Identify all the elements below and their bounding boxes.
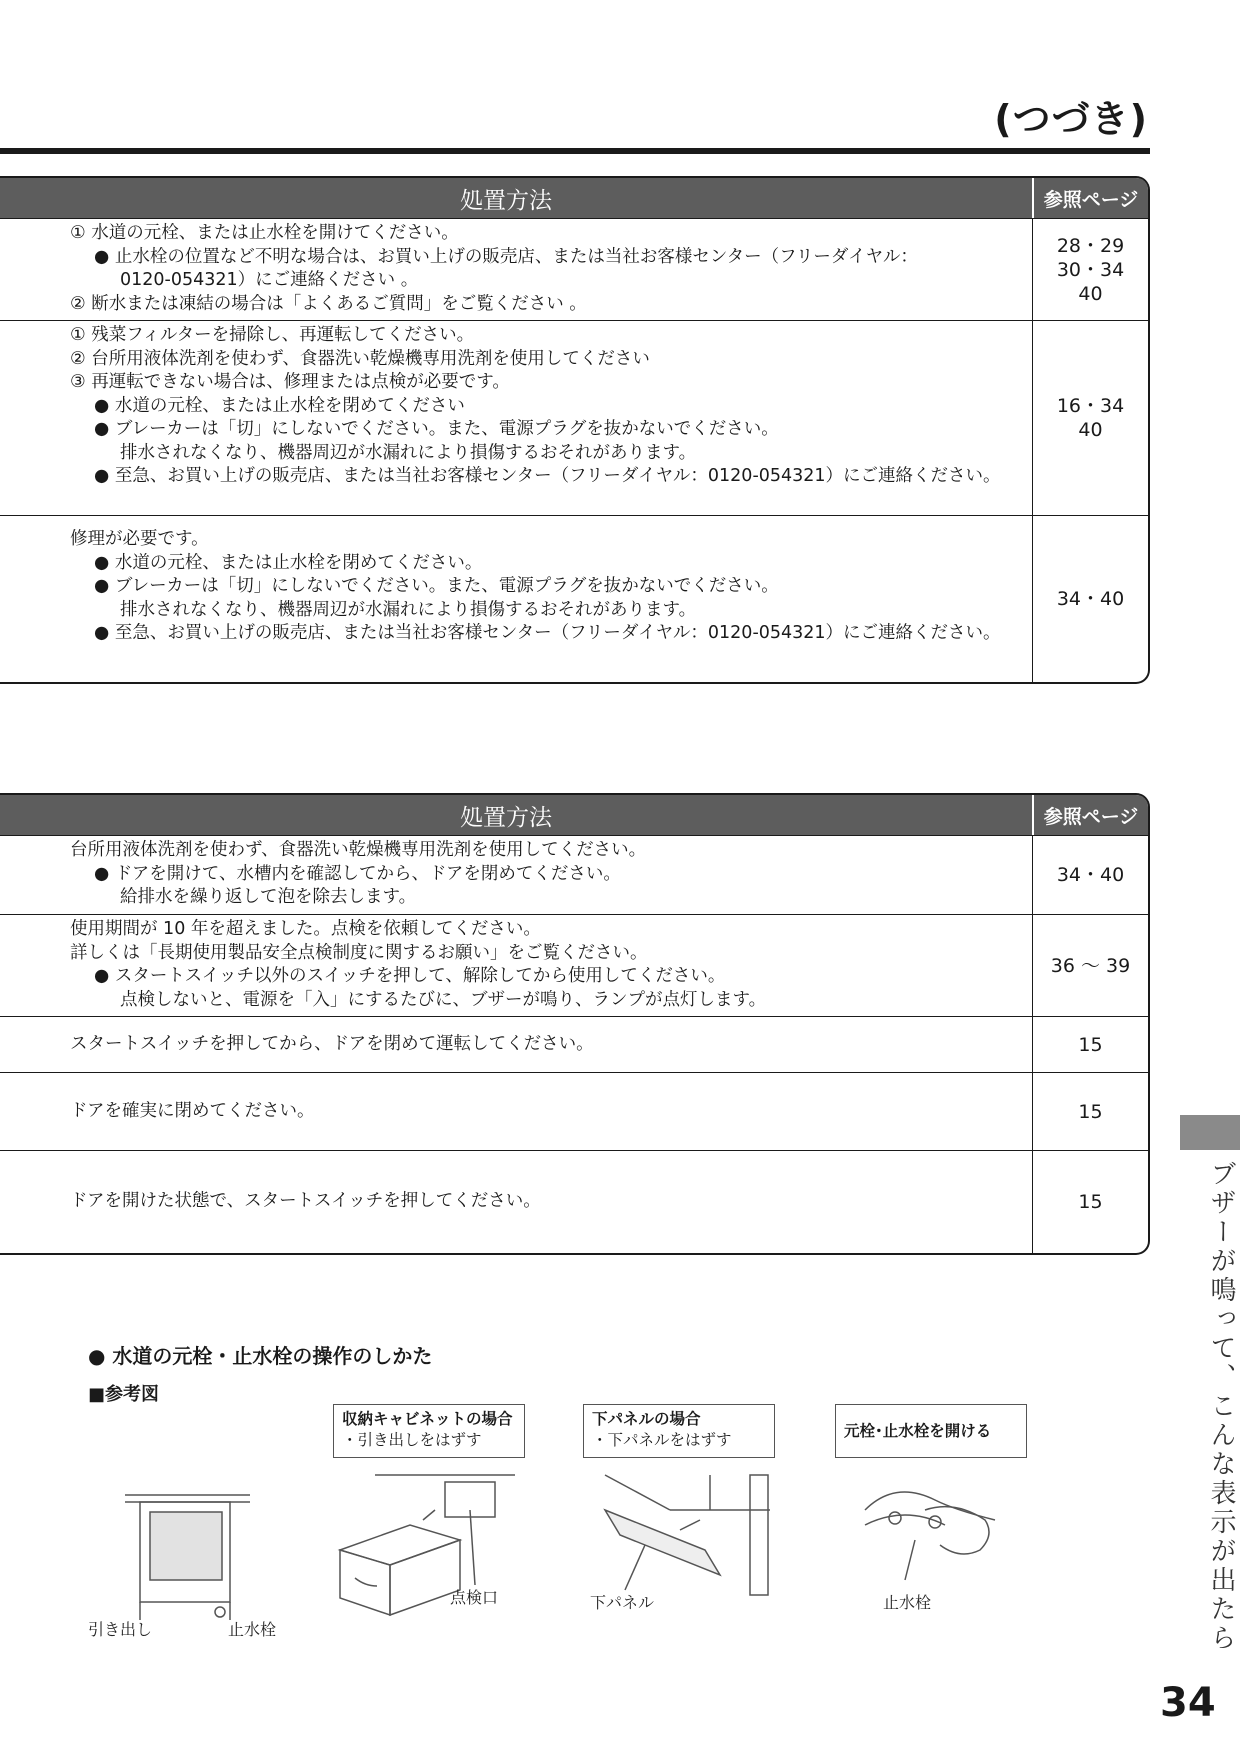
step-text: ② 断水または凍結の場合は「よくあるご質問」をご覧ください 。 (70, 293, 587, 314)
remedy-table-2 (0, 793, 1150, 1255)
step-text: 修理が必要です。 (70, 529, 209, 549)
step-text: ドアを確実に閉めてください。 (70, 1100, 315, 1121)
page-heading: (つづき) (994, 97, 1148, 141)
bullet-text: ● ドアを開けて、水槽内を確認してから、ドアを閉めてください。 (94, 863, 621, 884)
step-text: 台所用液体洗剤を使わず、食器洗い乾燥機専用洗剤を使用してください。 (70, 840, 647, 860)
bullet-text: ● 至急、お買い上げの販売店、または当社お客様センター（フリーダイヤル：0120-054321）にご連絡ください。 (94, 466, 1001, 486)
ref-page: 40 (1078, 282, 1103, 305)
continuation-text: 排水されなくなり、機器周辺が水漏れにより損傷するおそれがあります。 (120, 442, 697, 463)
table-row (0, 1072, 1148, 1150)
continuation-text: 排水されなくなり、機器周辺が水漏れにより損傷するおそれがあります。 (120, 599, 697, 620)
ref-page: 40 (1078, 419, 1103, 441)
bullet-text: ● スタートスイッチ以外のスイッチを押して、解除してから使用してください。 (94, 966, 726, 986)
table-row (0, 320, 1148, 515)
table-row (0, 1016, 1148, 1072)
header-ref-page: 参照ページ (1043, 188, 1139, 211)
bullet-text: ● ブレーカーは「切」にしないでください。また、電源プラグを抜かないでください。 (94, 576, 779, 596)
bullet-text: ● 至急、お買い上げの販売店、または当社お客様センター（フリーダイヤル：0120-054321）にご連絡ください。 (94, 623, 1001, 643)
label-inspection-port: 点検口 (450, 1588, 499, 1607)
section-title-vertical: ブザーが鳴って、こんな表示が出たら (1206, 1160, 1236, 1653)
label-stop-valve-2: 止水栓 (883, 1593, 932, 1612)
header-remedy: 処置方法 (0, 795, 1034, 835)
ref-page: 15 (1032, 1151, 1148, 1253)
bullet-text: ● ブレーカーは「切」にしないでください。また、電源プラグを抜かないでください。 (94, 419, 779, 439)
valve-opening-illustration (855, 1470, 1015, 1590)
header-remedy: 処置方法 (0, 178, 1034, 218)
table-header (0, 178, 1148, 218)
step-text: スタートスイッチを押してから、ドアを閉めて運転してください。 (70, 1033, 594, 1054)
heading-rule (0, 148, 1150, 154)
reference-figure-label: ■参考図 (88, 1384, 160, 1405)
continuation-text: 点検しないと、電源を「入」にするたびに、ブザーが鳴り、ランプが点灯します。 (120, 989, 767, 1010)
callout-sub: ・引き出しをはずす (342, 1431, 482, 1449)
page-number: 34 (1160, 1680, 1216, 1726)
lower-panel-removal-illustration (600, 1470, 775, 1600)
table-row (0, 1150, 1148, 1253)
callout-title: 収納キャビネットの場合 (342, 1410, 513, 1428)
table-row (0, 515, 1148, 682)
callout-lower-panel-case (583, 1404, 775, 1458)
ref-page: 34・40 (1056, 588, 1125, 610)
bullet-text: ● 水道の元栓、または止水栓を閉めてください (94, 395, 465, 416)
step-text: ③ 再運転できない場合は、修理または点検が必要です。 (70, 372, 510, 392)
continuation-text: 給排水を繰り返して泡を除去します。 (120, 887, 417, 907)
ref-page-cell (1032, 516, 1148, 682)
callout-open-valve (835, 1404, 1027, 1458)
ref-page: 30・34 (1056, 258, 1125, 281)
step-text: ① 水道の元栓、または止水栓を開けてください。 (70, 223, 459, 243)
table-header (0, 795, 1148, 835)
ref-page-cell (1032, 321, 1148, 515)
continuation-text: 0120-054321）にご連絡ください 。 (120, 270, 419, 290)
ref-page: 34・40 (1032, 836, 1148, 914)
remedy-table-1 (0, 176, 1150, 684)
callout-title: 下パネルの場合 (592, 1410, 701, 1428)
table-row (0, 914, 1148, 1016)
callout-title: 元栓･止水栓を開ける (844, 1421, 992, 1440)
step-text: ① 残菜フィルターを掃除し、再運転してください。 (70, 325, 475, 345)
ref-page: 16・34 (1056, 395, 1125, 417)
label-lower-panel: 下パネル (590, 1593, 655, 1612)
bullet-text: ● 水道の元栓、または止水栓を閉めてください。 (94, 552, 483, 573)
step-text: ② 台所用液体洗剤を使わず、食器洗い乾燥機専用洗剤を使用してください (70, 348, 650, 369)
ref-page: 15 (1032, 1073, 1148, 1150)
step-text: 詳しくは「長期使用製品安全点検制度に関するお願い」をご覧ください。 (70, 942, 648, 963)
step-text: 使用期間が 10 年を超えました。点検を依頼してください。 (70, 919, 541, 939)
ref-page: 28・29 (1056, 234, 1125, 257)
ref-page-cell (1032, 219, 1148, 320)
callout-sub: ・下パネルをはずす (592, 1431, 732, 1449)
bullet-text: ● 止水栓の位置など不明な場合は、お買い上げの販売店、または当社お客様センター（フリーダイヤル： (94, 246, 918, 267)
section-tab-marker (1180, 1115, 1240, 1150)
ref-page: 36 ～ 39 (1032, 915, 1148, 1016)
callout-cabinet-case (333, 1404, 525, 1458)
step-text: ドアを開けた状態で、スタートスイッチを押してください。 (70, 1191, 541, 1212)
header-ref-page: 参照ページ (1043, 805, 1139, 828)
table-row (0, 218, 1148, 320)
label-drawer: 引き出し (88, 1620, 153, 1639)
label-stop-valve: 止水栓 (228, 1620, 277, 1639)
howto-title: ● 水道の元栓・止水栓の操作のしかた (88, 1344, 433, 1368)
ref-page: 15 (1032, 1017, 1148, 1072)
table-row (0, 835, 1148, 914)
dishwasher-cabinet-illustration (120, 1490, 260, 1630)
